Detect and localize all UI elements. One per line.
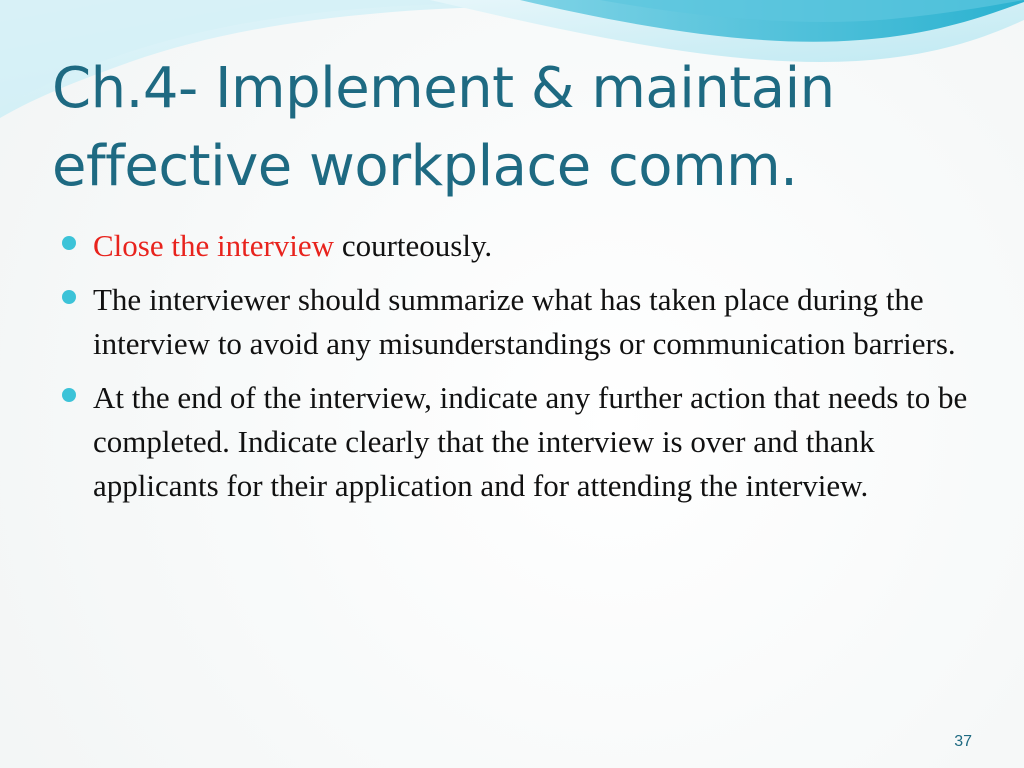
- bullet-item-2: [62, 278, 972, 366]
- bullet-dot-icon: [62, 388, 76, 402]
- bullet-highlight-text: Close the interview: [93, 228, 335, 263]
- bullet-text: The interviewer should summarize what has taken place during the interview to avoid any misunderstandings or communication barriers.: [93, 282, 956, 361]
- page-number: 37: [954, 733, 972, 750]
- bullet-item-3: [62, 376, 972, 508]
- bullet-dot-icon: [62, 236, 76, 250]
- bullet-item-1: [62, 224, 972, 268]
- bullet-text: courteously.: [334, 228, 493, 263]
- bullet-text: At the end of the interview, indicate any further action that needs to be completed. Indicate clearly that the interview is over and thank applicants for their application and for attending the interview.: [93, 380, 968, 503]
- slide-title: [52, 50, 992, 206]
- slide-title-line-1: Ch.4- Implement & maintain: [52, 56, 835, 121]
- bullet-list: [62, 224, 972, 518]
- bullet-dot-icon: [62, 290, 76, 304]
- slide-title-line-2: effective workplace comm.: [52, 134, 798, 199]
